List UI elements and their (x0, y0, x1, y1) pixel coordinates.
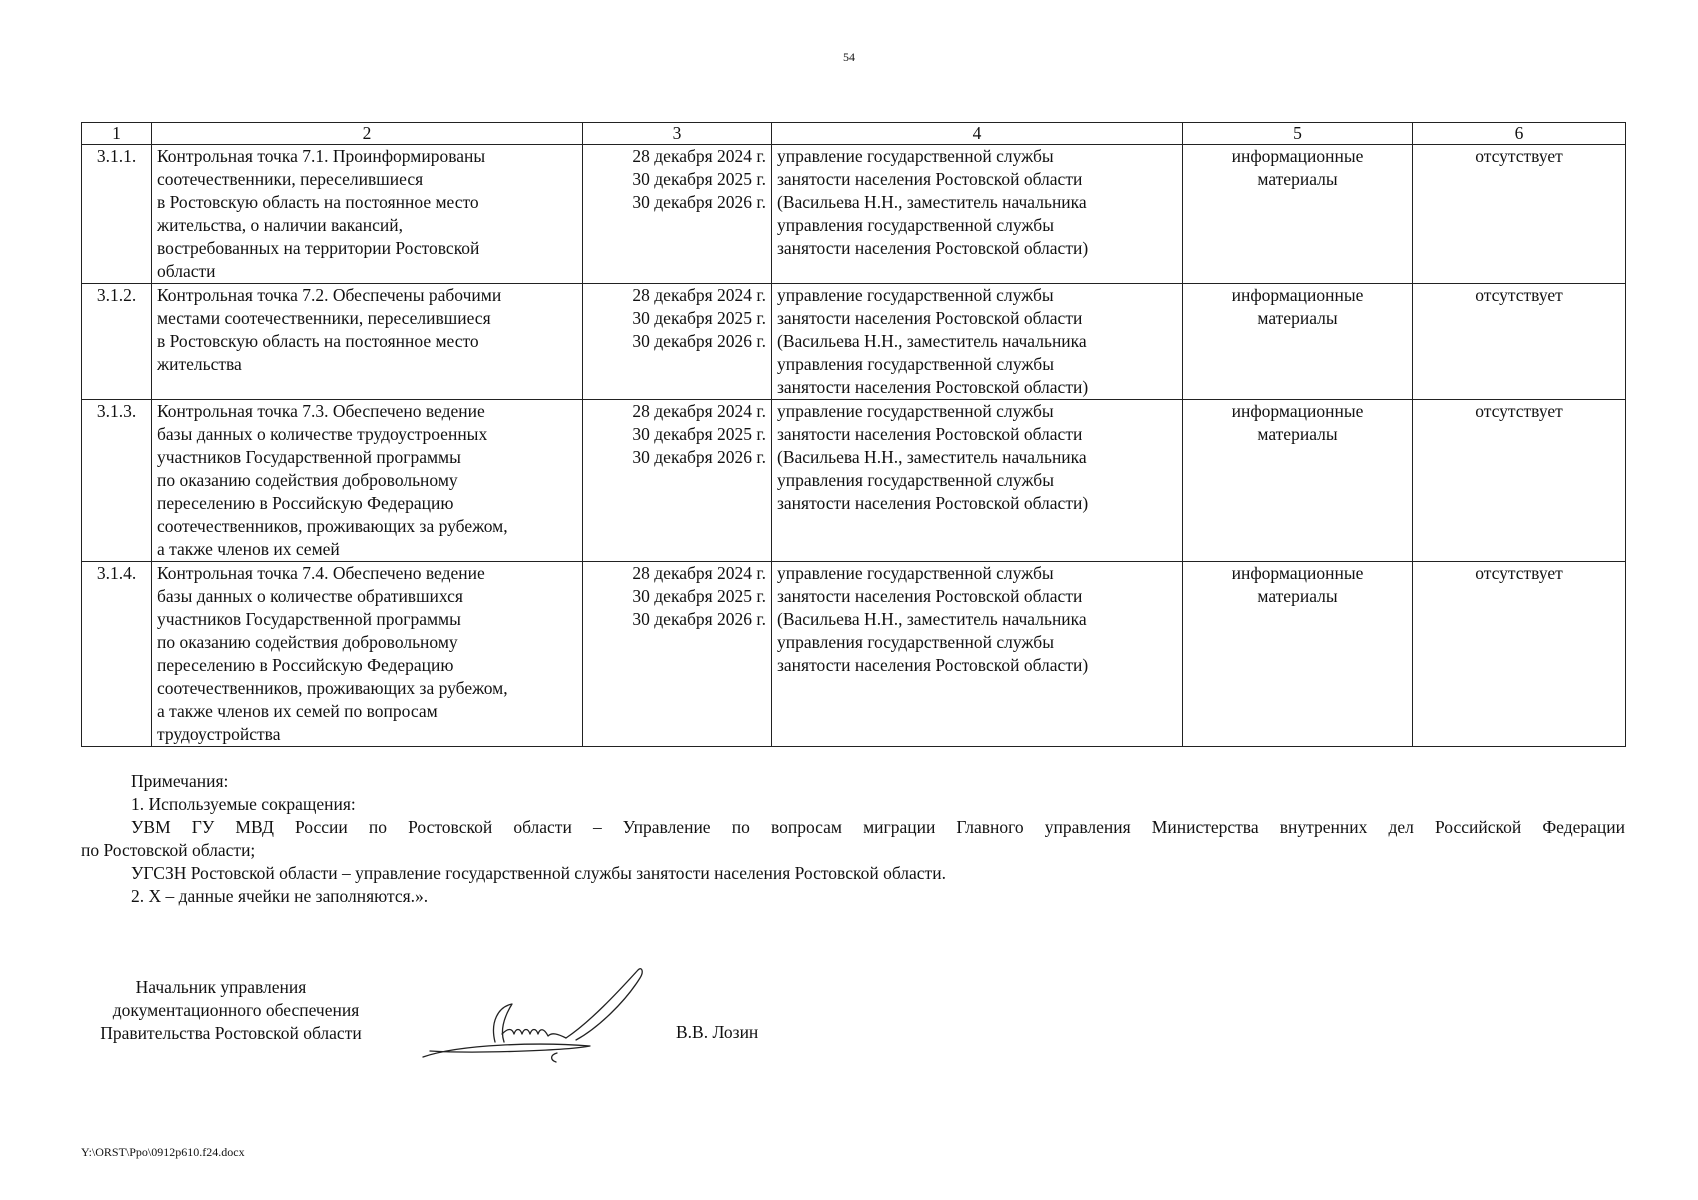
description-line: участников Государственной программы (157, 609, 461, 629)
responsible-line: занятости населения Ростовской области (777, 586, 1083, 606)
result-line: материалы (1257, 586, 1338, 606)
deadline-date: 30 декабря 2025 г. (632, 424, 766, 444)
description-line: местами соотечественники, переселившиеся (157, 308, 491, 328)
responsible-line: занятости населения Ростовской области) (777, 493, 1089, 513)
responsible-executor (772, 145, 1183, 284)
column-header: 3 (583, 123, 772, 145)
deadline-dates (583, 562, 772, 747)
status-cell: отсутствует (1413, 562, 1626, 747)
row-number: 3.1.4. (82, 562, 152, 747)
result-line: информационные (1231, 146, 1364, 166)
description-line: Контрольная точка 7.4. Обеспечено ведение (157, 563, 485, 583)
description-line: участников Государственной программы (157, 447, 461, 467)
row-number: 3.1.3. (82, 400, 152, 562)
status-cell: отсутствует (1413, 284, 1626, 400)
column-header: 1 (82, 123, 152, 145)
abbreviation-uvm: УВМ ГУ МВД России по Ростовской области – Управление по вопросам миграции Главного управления Министерства внутренних дел Российской Федерации (131, 817, 1625, 837)
result-line: информационные (1231, 563, 1364, 583)
responsible-line: управления государственной службы (777, 470, 1054, 490)
responsible-line: занятости населения Ростовской области (777, 424, 1083, 444)
responsible-line: управления государственной службы (777, 354, 1054, 374)
description-line: жительства, о наличии вакансий, (157, 215, 404, 235)
responsible-line: занятости населения Ростовской области) (777, 377, 1089, 397)
table-row (82, 145, 1626, 284)
responsible-line: управление государственной службы (777, 146, 1054, 166)
responsible-line: управления государственной службы (777, 632, 1054, 652)
responsible-line: управление государственной службы (777, 401, 1054, 421)
page-number: 54 (843, 50, 855, 64)
responsible-executor (772, 400, 1183, 562)
responsible-line: (Васильева Н.Н., заместитель начальника (777, 192, 1087, 212)
deadline-dates (583, 284, 772, 400)
description-line: трудоустройства (157, 724, 281, 744)
description-line: Контрольная точка 7.2. Обеспечены рабочими (157, 285, 502, 305)
responsible-line: занятости населения Ростовской области) (777, 238, 1089, 258)
measures-table (81, 122, 1626, 747)
deadline-date: 28 декабря 2024 г. (632, 563, 766, 583)
deadline-dates (583, 145, 772, 284)
responsible-line: управления государственной службы (777, 215, 1054, 235)
handwritten-signature (420, 962, 670, 1072)
status-cell: отсутствует (1413, 145, 1626, 284)
responsible-line: (Васильева Н.Н., заместитель начальника (777, 331, 1087, 351)
description-line: по оказанию содействия добровольному (157, 470, 458, 490)
responsible-line: управление государственной службы (777, 563, 1054, 583)
description-line: по оказанию содействия добровольному (157, 632, 458, 652)
description-line: востребованных на территории Ростовской (157, 238, 480, 258)
deadline-date: 30 декабря 2026 г. (632, 331, 766, 351)
description-line: в Ростовскую область на постоянное место (157, 192, 479, 212)
status-cell: отсутствует (1413, 400, 1626, 562)
deadline-date: 30 декабря 2026 г. (632, 609, 766, 629)
deadline-date: 30 декабря 2026 г. (632, 192, 766, 212)
description-line: в Ростовскую область на постоянное место (157, 331, 479, 351)
description-line: базы данных о количестве трудоустроенных (157, 424, 488, 444)
column-header: 2 (152, 123, 583, 145)
column-header: 6 (1413, 123, 1626, 145)
description-line: области (157, 261, 216, 281)
table-header-row (82, 123, 1626, 145)
deadline-date: 30 декабря 2025 г. (632, 308, 766, 328)
description-line: Контрольная точка 7.1. Проинформированы (157, 146, 486, 166)
position-line: документационного обеспечения (112, 1000, 360, 1020)
responsible-line: занятости населения Ростовской области) (777, 655, 1089, 675)
table-row (82, 562, 1626, 747)
result-type (1183, 145, 1413, 284)
notes-item-1: 1. Используемые сокращения: (131, 794, 356, 814)
responsible-line: (Васильева Н.Н., заместитель начальника (777, 609, 1087, 629)
responsible-line: занятости населения Ростовской области (777, 308, 1083, 328)
signatory-position (81, 976, 381, 1045)
notes-title: Примечания: (131, 771, 229, 791)
position-line: Правительства Ростовской области (100, 1023, 362, 1043)
position-line: Начальник управления (135, 977, 307, 997)
deadline-date: 28 декабря 2024 г. (632, 401, 766, 421)
row-number: 3.1.2. (82, 284, 152, 400)
deadline-date: 30 декабря 2025 г. (632, 169, 766, 189)
description-line: а также членов их семей (157, 539, 340, 559)
result-line: материалы (1257, 169, 1338, 189)
row-number: 3.1.1. (82, 145, 152, 284)
description-line: соотечественников, проживающих за рубежом, (157, 678, 508, 698)
description-line: соотечественников, проживающих за рубежом, (157, 516, 508, 536)
table-row (82, 400, 1626, 562)
column-header: 5 (1183, 123, 1413, 145)
responsible-executor (772, 562, 1183, 747)
file-path-footer: Y:\ORST\Ppo\0912p610.f24.docx (81, 1145, 245, 1159)
notes-item-2: 2. Х – данные ячейки не заполняются.». (131, 886, 429, 906)
description-line: переселению в Российскую Федерацию (157, 655, 454, 675)
description-line: соотечественники, переселившиеся (157, 169, 424, 189)
signatory-name: В.В. Лозин (676, 1022, 759, 1042)
responsible-line: занятости населения Ростовской области (777, 169, 1083, 189)
checkpoint-description (152, 284, 583, 400)
checkpoint-description (152, 562, 583, 747)
abbreviation-ugszn: УГСЗН Ростовской области – управление государственной службы занятости населения Ростовской области. (131, 863, 946, 883)
responsible-line: управление государственной службы (777, 285, 1054, 305)
result-type (1183, 400, 1413, 562)
result-line: информационные (1231, 401, 1364, 421)
abbreviation-uvm-continued: по Ростовской области; (81, 840, 256, 860)
notes-section (81, 770, 1625, 908)
responsible-executor (772, 284, 1183, 400)
description-line: Контрольная точка 7.3. Обеспечено ведение (157, 401, 485, 421)
deadline-dates (583, 400, 772, 562)
table-row (82, 284, 1626, 400)
deadline-date: 28 декабря 2024 г. (632, 285, 766, 305)
result-type (1183, 284, 1413, 400)
column-header: 4 (772, 123, 1183, 145)
result-line: материалы (1257, 424, 1338, 444)
description-line: а также членов их семей по вопросам (157, 701, 438, 721)
result-line: материалы (1257, 308, 1338, 328)
description-line: жительства (157, 354, 242, 374)
checkpoint-description (152, 400, 583, 562)
deadline-date: 28 декабря 2024 г. (632, 146, 766, 166)
deadline-date: 30 декабря 2026 г. (632, 447, 766, 467)
description-line: базы данных о количестве обратившихся (157, 586, 463, 606)
result-type (1183, 562, 1413, 747)
description-line: переселению в Российскую Федерацию (157, 493, 454, 513)
deadline-date: 30 декабря 2025 г. (632, 586, 766, 606)
result-line: информационные (1231, 285, 1364, 305)
checkpoint-description (152, 145, 583, 284)
responsible-line: (Васильева Н.Н., заместитель начальника (777, 447, 1087, 467)
